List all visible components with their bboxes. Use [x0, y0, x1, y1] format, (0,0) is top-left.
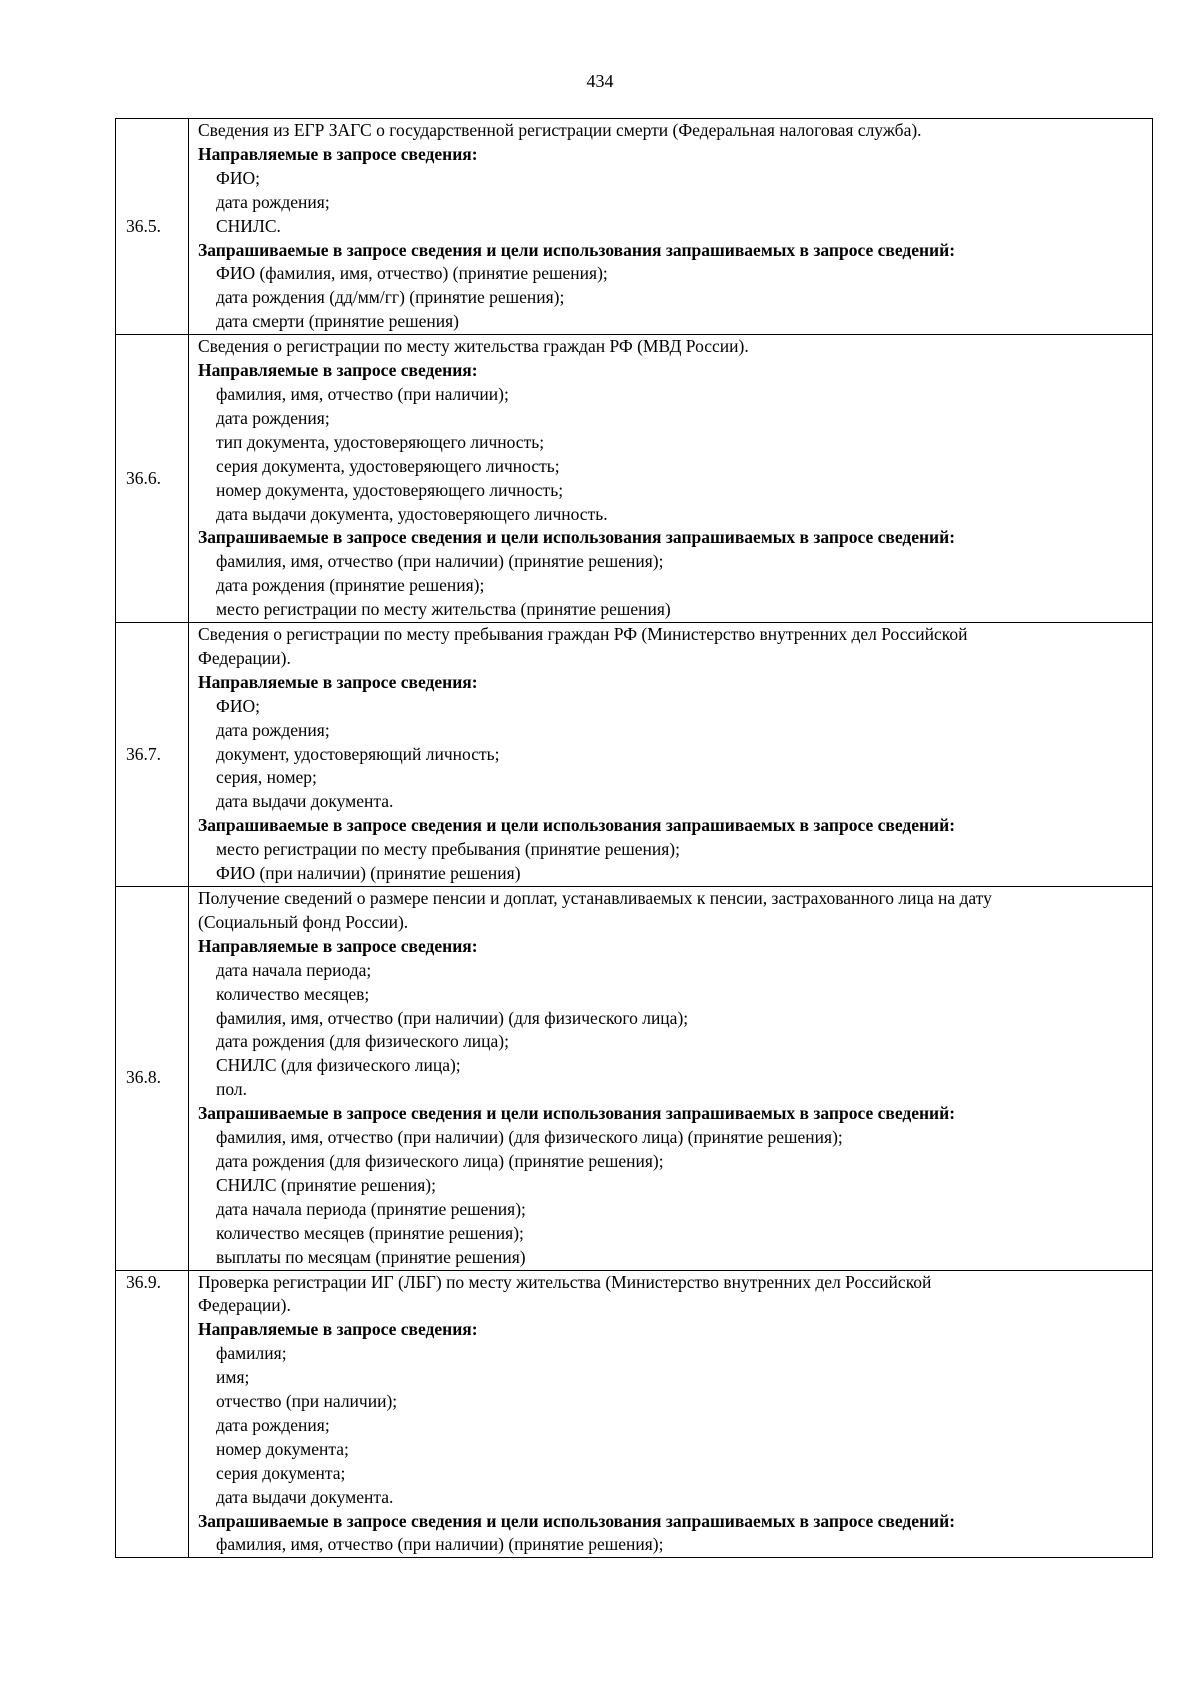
list-item: пол.: [216, 1079, 247, 1100]
list-item: серия документа, удостоверяющего личность;: [216, 455, 560, 476]
section-heading: Запрашиваемые в запросе сведения и цели использования запрашиваемых в запросе сведений:: [198, 239, 956, 260]
list-item: СНИЛС (для физического лица);: [216, 1055, 461, 1076]
list-item: номер документа, удостоверяющего личность;: [216, 479, 564, 500]
list-item: фамилия;: [216, 1343, 287, 1364]
list-item: ФИО;: [216, 167, 260, 188]
row-title: Сведения из ЕГР ЗАГС о государственной регистрации смерти (Федеральная налоговая служба).: [198, 120, 922, 140]
table-row: [116, 623, 1153, 887]
list-item: дата рождения (дд/мм/гг) (принятие решения);: [216, 287, 565, 308]
list-item: дата рождения (для физического лица);: [216, 1031, 509, 1052]
list-item: количество месяцев;: [216, 983, 370, 1004]
list-item: дата выдачи документа.: [216, 1486, 394, 1507]
row-number: 36.6.: [116, 335, 189, 623]
list-item: дата выдачи документа.: [216, 791, 394, 812]
list-item: фамилия, имя, отчество (при наличии) (принятие решения);: [216, 1534, 664, 1555]
table-body: [116, 119, 1153, 1558]
row-number: 36.5.: [116, 119, 189, 335]
list-item: дата рождения;: [216, 407, 330, 428]
section-heading: Направляемые в запросе сведения:: [198, 671, 478, 692]
section-heading: Запрашиваемые в запросе сведения и цели использования запрашиваемых в запросе сведений:: [198, 815, 956, 836]
table-row: [116, 119, 1153, 335]
section-heading: Запрашиваемые в запросе сведения и цели использования запрашиваемых в запросе сведений:: [198, 1510, 956, 1531]
section-heading: Направляемые в запросе сведения:: [198, 1319, 478, 1340]
row-content: [189, 119, 1153, 335]
list-item: СНИЛС.: [216, 215, 281, 236]
table-row: [116, 1270, 1153, 1558]
section-heading: Запрашиваемые в запросе сведения и цели использования запрашиваемых в запросе сведений:: [198, 1103, 956, 1124]
section-heading: Запрашиваемые в запросе сведения и цели использования запрашиваемых в запросе сведений:: [198, 527, 956, 548]
table-row: [116, 887, 1153, 1271]
list-item: дата рождения (принятие решения);: [216, 575, 485, 596]
list-item: фамилия, имя, отчество (при наличии) (для физического лица);: [216, 1007, 689, 1028]
requirements-table: [115, 118, 1153, 1558]
list-item: дата начала периода (принятие решения);: [216, 1198, 526, 1219]
list-item: дата выдачи документа, удостоверяющего личность.: [216, 503, 608, 524]
row-title: Федерации).: [198, 647, 291, 668]
list-item: отчество (при наличии);: [216, 1391, 398, 1412]
page-number: 434: [586, 71, 614, 91]
list-item: серия, номер;: [216, 767, 317, 788]
section-heading: Направляемые в запросе сведения:: [198, 143, 478, 164]
list-item: выплаты по месяцам (принятие решения): [216, 1246, 526, 1267]
list-item: ФИО (фамилия, имя, отчество) (принятие решения);: [216, 263, 608, 284]
row-title: (Социальный фонд России).: [198, 911, 409, 932]
list-item: дата рождения;: [216, 191, 330, 212]
list-item: СНИЛС (принятие решения);: [216, 1174, 436, 1195]
list-item: количество месяцев (принятие решения);: [216, 1222, 524, 1243]
list-item: ФИО (при наличии) (принятие решения): [216, 863, 521, 884]
list-item: дата рождения;: [216, 1414, 330, 1435]
list-item: фамилия, имя, отчество (при наличии) (для физического лица) (принятие решения);: [216, 1127, 843, 1148]
list-item: серия документа;: [216, 1462, 346, 1483]
row-title: Получение сведений о размере пенсии и доплат, устанавливаемых к пенсии, застрахованного лица на дату: [198, 888, 992, 908]
list-item: дата рождения (для физического лица) (принятие решения);: [216, 1150, 664, 1171]
section-heading: Направляемые в запросе сведения:: [198, 935, 478, 956]
row-number: 36.7.: [116, 623, 189, 887]
row-title: Проверка регистрации ИГ (ЛБГ) по месту жительства (Министерство внутренних дел Российской: [198, 1271, 932, 1292]
row-title: Сведения о регистрации по месту пребывания граждан РФ (Министерство внутренних дел Российской: [198, 624, 968, 645]
list-item: документ, удостоверяющий личность;: [216, 743, 500, 764]
list-item: дата рождения;: [216, 719, 330, 740]
list-item: фамилия, имя, отчество (при наличии) (принятие решения);: [216, 551, 664, 572]
row-number: 36.8.: [116, 887, 189, 1271]
list-item: место регистрации по месту пребывания (принятие решения);: [216, 839, 680, 860]
table-row: [116, 335, 1153, 623]
list-item: номер документа;: [216, 1438, 349, 1459]
row-content: [189, 1270, 1153, 1558]
row-content: [189, 623, 1153, 887]
list-item: тип документа, удостоверяющего личность;: [216, 431, 545, 452]
list-item: фамилия, имя, отчество (при наличии);: [216, 383, 509, 404]
list-item: место регистрации по месту жительства (принятие решения): [216, 599, 671, 620]
row-title: Федерации).: [198, 1295, 291, 1316]
row-number: 36.9.: [116, 1270, 189, 1558]
section-heading: Направляемые в запросе сведения:: [198, 360, 478, 381]
list-item: ФИО;: [216, 695, 260, 716]
row-content: [189, 887, 1153, 1271]
list-item: имя;: [216, 1367, 250, 1388]
row-content: [189, 335, 1153, 623]
row-title: Сведения о регистрации по месту жительства граждан РФ (МВД России).: [198, 336, 749, 357]
list-item: дата смерти (принятие решения): [216, 311, 459, 332]
list-item: дата начала периода;: [216, 959, 372, 980]
